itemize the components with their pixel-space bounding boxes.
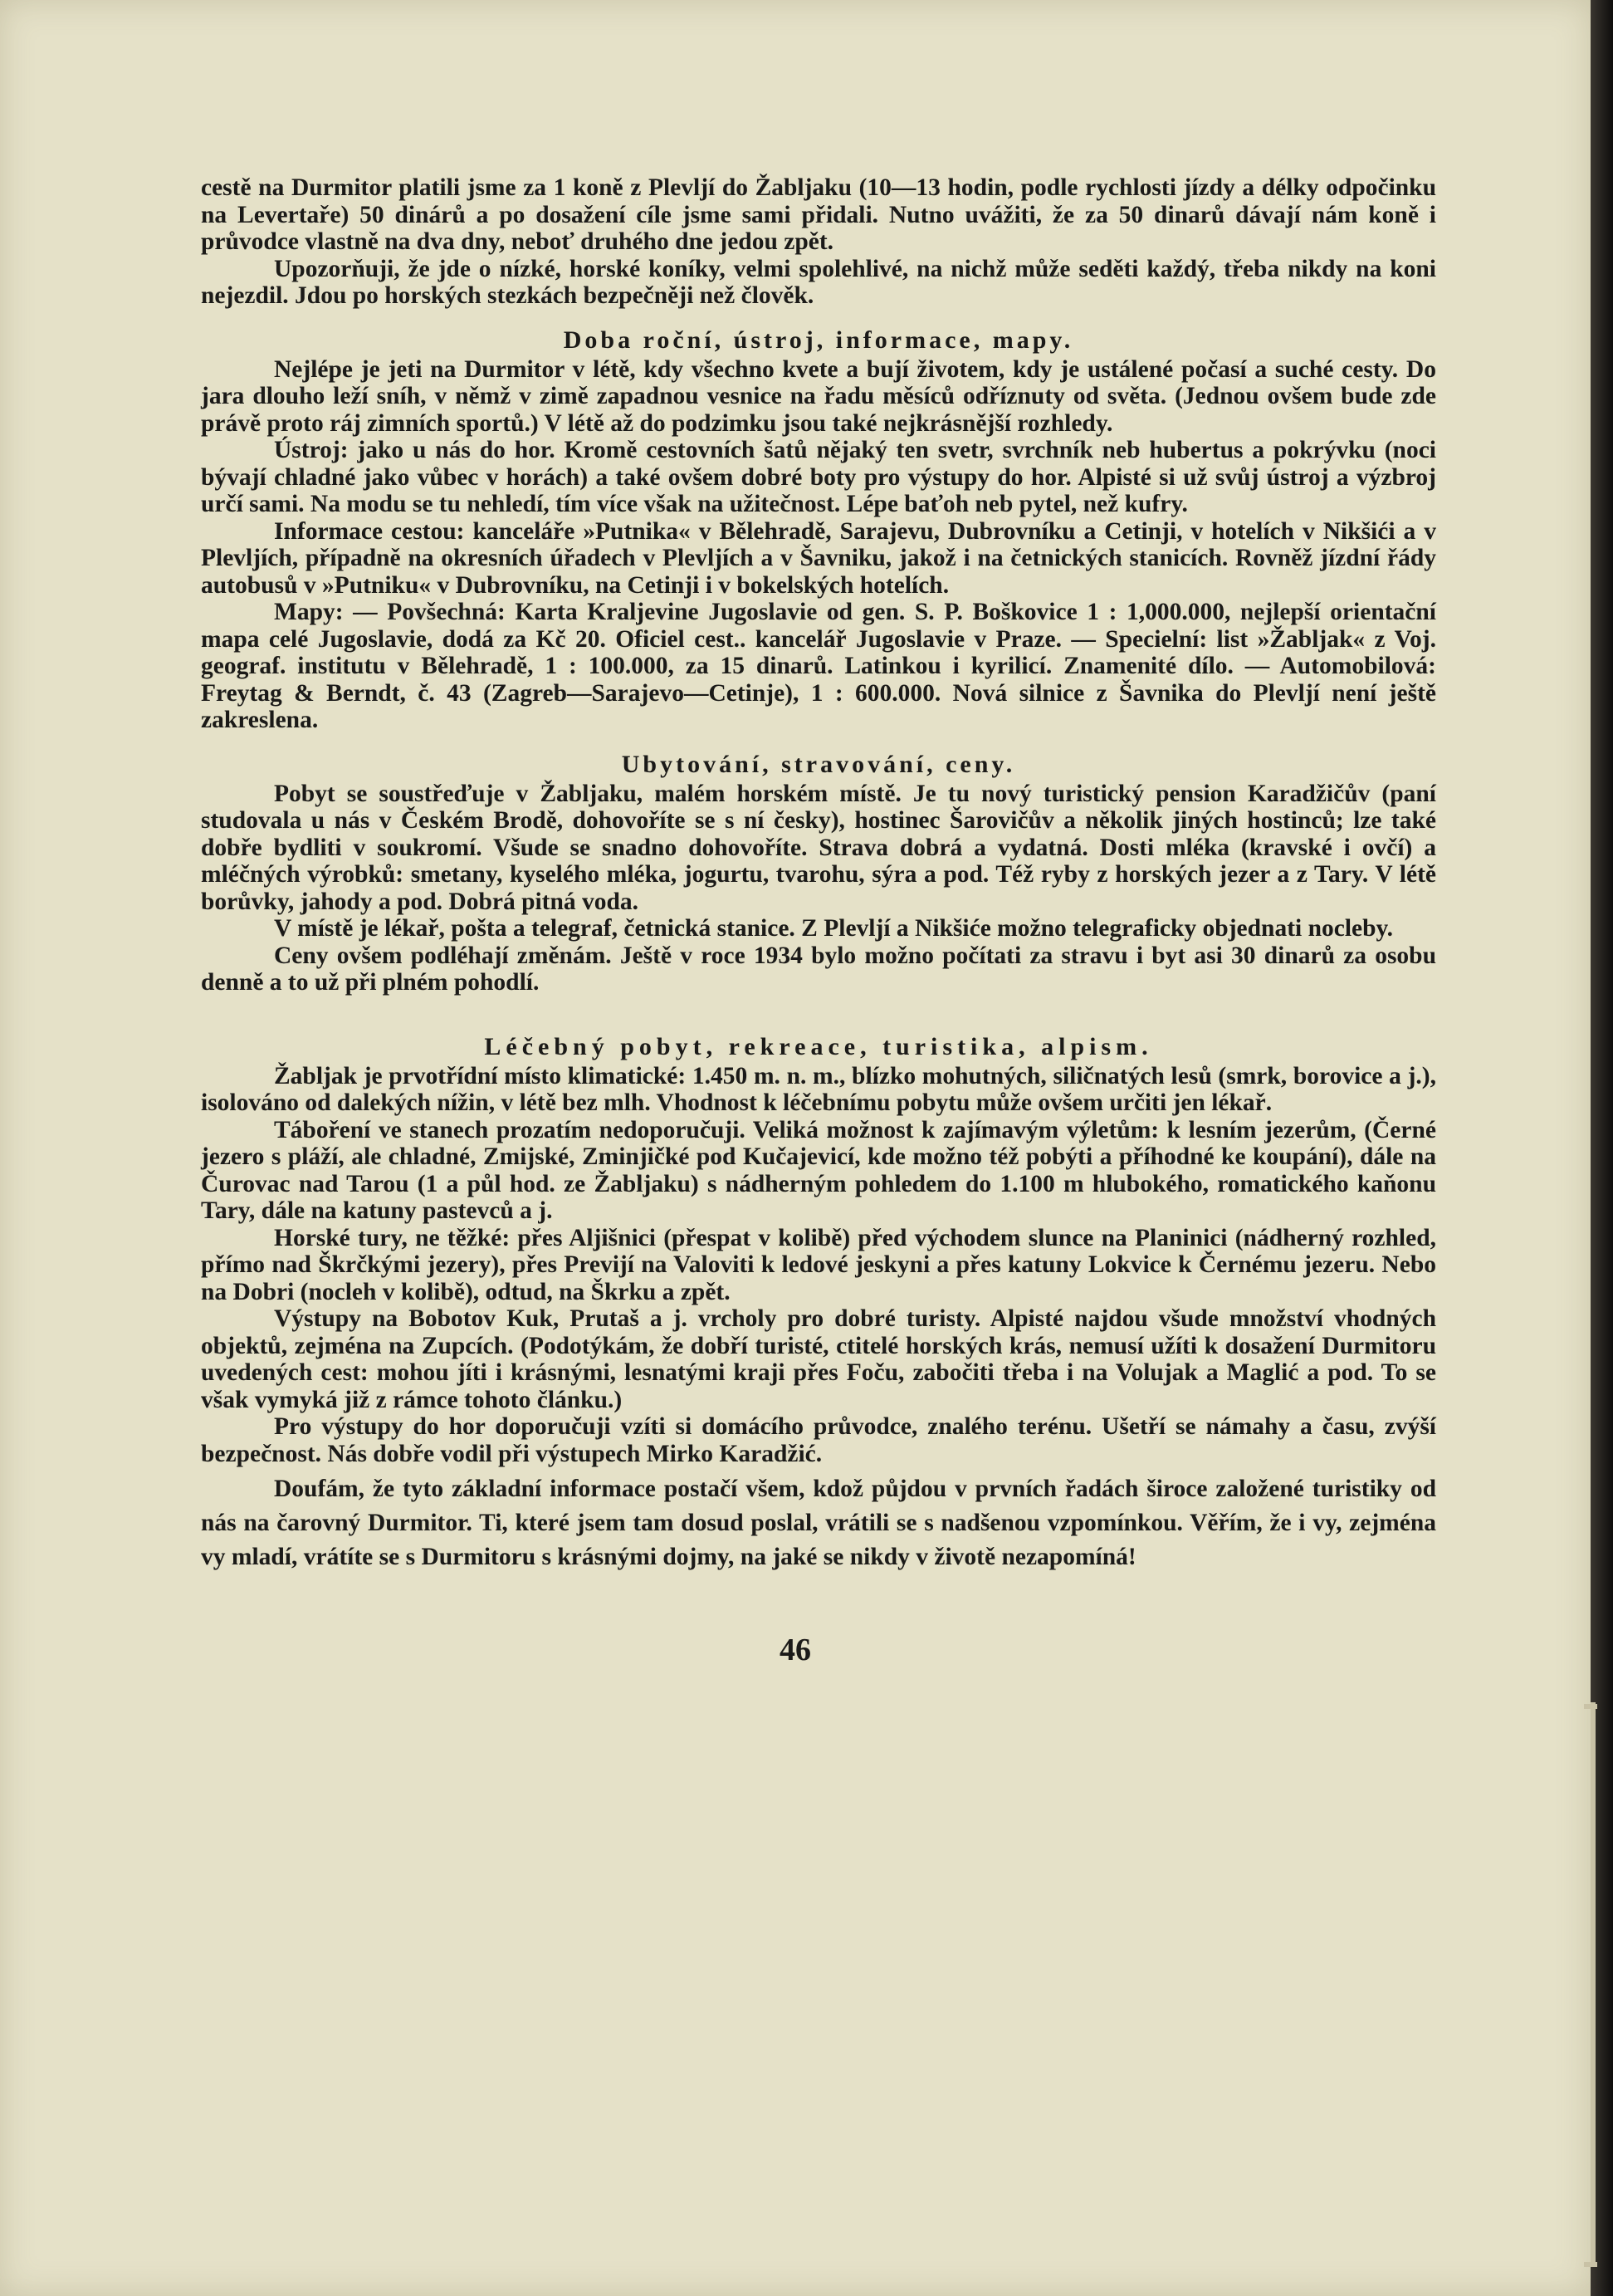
paragraph-ascents: Výstupy na Bobotov Kuk, Prutaš a j. vrcholy pro dobré turisty. Alpisté najdou všude množství vhodných objektů, zejména na Zupcích. (Podotýkám, že dobří turisté, ctitelé horských krás, nemusí užíti k dosažení Durmitoru uvedených cest: mohou jíti i krásnými, lesnatými kraji přes Foču, zabočiti třeba i na Volujak a Maglić a pod. To se však vymyká již z rámce tohoto článku.) <box>201 1305 1436 1413</box>
paragraph-climate: Žabljak je prvotřídní místo klimatické: 1.450 m. n. m., blízko mohutných, siličnatých lesů (smrk, borovice a j.), isolováno od dalekých nížin, v létě bez mlh. Vhodnost k léčebnímu pobytu může ovšem určiti jen lékař. <box>201 1062 1436 1116</box>
paragraph-horse-costs: cestě na Durmitor platili jsme za 1 koně z Plevljí do Žabljaku (10—13 hodin, podle rychlosti jízdy a délky odpočinku na Levertaře) 50 dinárů a po dosažení cíle jsme sami přidali. Nutno uvážiti, že za 50 dinarů dávají nám koně i průvodce vlastně na dva dny, neboť druhého dne jedou zpět. <box>201 174 1436 255</box>
page-text-block <box>201 174 1436 1574</box>
spine-bracket-bottom <box>1584 2262 1597 2267</box>
section-heading-accommodation: Ubytování, stravování, ceny. <box>621 750 1016 778</box>
paragraph-horse-reliability: Upozorňuji, že jde o nízké, horské koníky, velmi spolehlivé, na nichž může seděti každý, třeba nikdy na koni nejezdil. Jdou po horských stezkách bezpečněji než člověk. <box>201 255 1436 309</box>
paragraph-information: Informace cestou: kanceláře »Putnika« v Bělehradě, Sarajevu, Dubrovníku a Cetinji, v hotelích v Nikšići a v Plevljích, případně na okresních úřadech v Plevljích a v Šavniku, jakož i na četnických stanicích. Rovněž jízdní řády autobusů v »Putniku« v Dubrovníku, na Cetinji i v bokelských hotelích. <box>201 517 1436 599</box>
paragraph-services: V místě je lékař, pošta a telegraf, četnická stanice. Z Plevljí a Nikšiće možno telegraficky objednati nocleby. <box>274 915 1394 942</box>
paragraph-accommodation: Pobyt se soustřeďuje v Žabljaku, malém horském místě. Je tu nový turistický pension Karadžičův (paní studovala u nás v Českém Brodě, dohovoříte se s ní česky), hostinec Šarovičův a několik jiných hostinců; lze také dobře bydliti v soukromí. Všude se snadno dohovoříte. Strava dobrá a vydatná. Dosti mléka (kravské i ovčí) a mléčných výrobků: smetany, kyselého mléka, jogurtu, tvarohu, sýra a pod. Též ryby z horských jezer a z Tary. V létě borůvky, jahody a pod. Dobrá pitná voda. <box>201 780 1436 915</box>
paragraph-prices: Ceny ovšem podléhají změnám. Ještě v roce 1934 bylo možno počítati za stravu i byt asi 30 dinarů za osobu denně a to už při plném pohodlí. <box>201 942 1436 996</box>
paragraph-camping: Táboření ve stanech prozatím nedoporučuji. Veliká možnost k zajímavým výletům: k lesním jezerům, (Černé jezero s pláží, ale chladné, Zmijské, Zminjičké pod Kučajevicí, kde možno též pobýti a příhodné ke koupání), dále na Čurovac nad Tarou (1 a půl hod. ze Žabljaku) s nádherným pohledem do 1.100 m hlubokého, romatického kaňonu Tary, dále na katuny pastevců a j. <box>201 1116 1436 1224</box>
paragraph-maps: Mapy: — Povšechná: Karta Kraljevine Jugoslavie od gen. S. P. Boškovice 1 : 1,000.000, nejlepší orientační mapa celé Jugoslavie, dodá za Kč 20. Oficiel cest.. kancelář Jugoslavie v Praze. — Specielní: list »Žabljak« z Voj. geograf. institutu v Bělehradě, 1 : 100.000, za 15 dinarů. Latinkou i kyrilicí. Znamenité dílo. — Automobilová: Freytag & Berndt, č. 43 (Zagreb—Sarajevo—Cetinje), 1 : 600.000. Nová silnice z Šavnika do Plevljí není ještě zakreslena. <box>201 599 1436 733</box>
paragraph-season: Nejlépe je jeti na Durmitor v létě, kdy všechno kvete a bují životem, kdy je ustálené počasí a suché cesty. Do jara dlouho leží sníh, v němž v zimě zapadnou vesnice na řadu měsíců odříznuty od světa. (Jednou ovšem bude zde právě proto ráj zimních sportů.) V létě až do podzimku jsou také nejkrásnější rozhledy. <box>201 355 1436 437</box>
paragraph-mountain-tours: Horské tury, ne těžké: přes Aljišnici (přespat v kolibě) před východem slunce na Planinici (nádherný rozhled, přímo nad Škrčkými jezery), přes Previjí na Valoviti k ledové jeskyni a přes katuny Lokvice k Černému jezeru. Nebo na Dobri (nocleh v kolibě), odtud, na Škrku a zpět. <box>201 1224 1436 1305</box>
spine-bracket-line <box>1591 1702 1596 2267</box>
spine-bracket-top <box>1584 1704 1597 1709</box>
section-heading-season: Doba roční, ústroj, informace, mapy. <box>563 326 1074 354</box>
paragraph-clothing: Ústroj: jako u nás do hor. Kromě cestovních šatů nějaký ten svetr, svrchník neb hubertus a pokrývku (noci bývají chladné jako vůbec v horách) a také ovšem dobré boty pro výstupy do hor. Alpisté si už svůj ústroj a výzbroj určí sami. Na modu se tu nehledí, tím více však na užitečnost. Lépe baťoh neb pytel, než kufry. <box>201 437 1436 517</box>
section-heading-recreation: Léčebný pobyt, rekreace, turistika, alpism. <box>484 1032 1153 1060</box>
paragraph-guide: Pro výstupy do hor doporučuji vzíti si domácího průvodce, znalého terénu. Ušetří se námahy a času, zvýší bezpečnost. Nás dobře vodil při výstupech Mirko Karadžić. <box>201 1413 1436 1467</box>
paragraph-closing: Doufám, že tyto základní informace postačí všem, kdož půjdou v prvních řadách široce založené turistiky od nás na čarovný Durmitor. Ti, které jsem tam dosud poslal, vrátili se s nadšenou vzpomínkou. Věřím, že i vy, zejména vy mladí, vrátíte se s Durmitoru s krásnými dojmy, na jaké se nikdy v životě nezapomíná! <box>201 1476 1436 1570</box>
page-number: 46 <box>780 1633 811 1667</box>
